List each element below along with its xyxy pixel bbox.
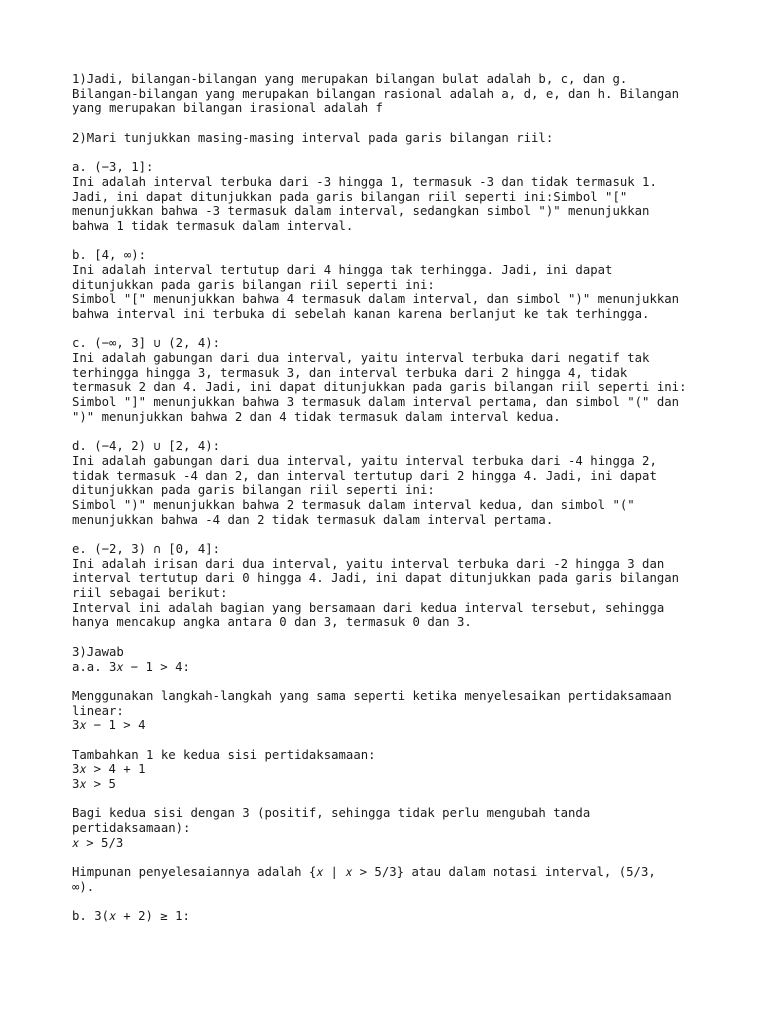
text-line: ditunjukkan pada garis bilangan riil seperti ini: [72,277,435,292]
text-line: ")" menunjukkan bahwa 2 dan 4 tidak termasuk dalam interval kedua. [72,409,561,424]
paragraph [72,748,696,792]
text-line: 3𝑥 > 5 [72,777,116,791]
text-line: 𝑥 > 5/3 [72,835,124,850]
text-line: ∞). [72,879,95,894]
document-body [72,72,696,939]
text-line: linear: [72,703,124,718]
text-line: d. (−4, 2) ∪ [2, 4): [72,439,221,454]
paragraph [72,645,696,674]
paragraph [72,806,696,850]
paragraph [72,336,696,424]
text-line: ditunjukkan pada garis bilangan riil seperti ini: [72,483,435,498]
text-line: Simbol "]" menunjukkan bahwa 3 termasuk dalam interval pertama, dan simbol "(" dan [72,395,680,410]
text-line: Bilangan-bilangan yang merupakan bilangan rasional adalah a, d, e, dan h. Bilangan [72,86,680,101]
paragraph [72,248,696,321]
paragraph [72,131,696,146]
text-line: menunjukkan bahwa -3 termasuk dalam interval, sedangkan simbol ")" menunjukkan [72,204,650,219]
paragraph [72,439,696,527]
text-line: Ini adalah gabungan dari dua interval, yaitu interval terbuka dari -4 hingga 2, [72,453,657,468]
text-line: terhingga hingga 3, termasuk 3, dan interval terbuka dari 2 hingga 4, tidak [72,365,628,380]
text-line: 2)Mari tunjukkan masing-masing interval pada garis bilangan riil: [72,130,554,145]
text-line: 3)Jawab [72,644,124,659]
text-line: e. (−2, 3) ∩ [0, 4]: [72,542,221,556]
text-line: a. (−3, 1]: [72,160,154,175]
text-line: Menggunakan langkah-langkah yang sama seperti ketika menyelesaikan pertidaksamaan [72,688,672,703]
text-line: riil sebagai berikut: [72,586,228,601]
paragraph [72,909,696,924]
paragraph [72,160,696,233]
text-line: Himpunan penyelesaiannya adalah {𝑥 ∣ 𝑥 > 5/3} atau dalam notasi interval, (5/3, [72,865,656,880]
text-line: Jadi, ini dapat ditunjukkan pada garis bilangan riil seperti ini:Simbol "[" [72,189,628,204]
text-line: hanya mencakup angka antara 0 dan 3, termasuk 0 dan 3. [72,615,472,630]
text-line: 3𝑥 > 4 + 1 [72,762,146,777]
paragraph [72,72,696,116]
text-line: Ini adalah interval tertutup dari 4 hingga tak terhingga. Jadi, ini dapat [72,262,613,277]
text-line: 3𝑥 − 1 > 4 [72,718,146,733]
text-line: tidak termasuk -4 dan 2, dan interval tertutup dari 2 hingga 4. Jadi, ini dapat [72,468,657,483]
paragraph [72,689,696,733]
text-line: Simbol "[" menunjukkan bahwa 4 termasuk dalam interval, dan simbol ")" menunjukkan [72,292,680,307]
text-line: interval tertutup dari 0 hingga 4. Jadi, ini dapat ditunjukkan pada garis bilangan [72,571,680,586]
text-line: Simbol ")" menunjukkan bahwa 2 termasuk dalam interval kedua, dan simbol "(" [72,497,635,512]
text-line: pertidaksamaan): [72,821,191,836]
text-line: Ini adalah interval terbuka dari -3 hingga 1, termasuk -3 dan tidak termasuk 1. [72,174,657,189]
text-line: b. [4, ∞): [72,248,147,263]
text-line: Ini adalah irisan dari dua interval, yaitu interval terbuka dari -2 hingga 3 dan [72,556,665,571]
text-line: c. (−∞, 3] ∪ (2, 4): [72,336,221,351]
text-line: termasuk 2 dan 4. Jadi, ini dapat ditunjukkan pada garis bilangan riil seperti ini: [72,380,687,395]
text-line: yang merupakan bilangan irasional adalah f [72,101,383,116]
paragraph [72,865,696,894]
text-line: Bagi kedua sisi dengan 3 (positif, sehingga tidak perlu mengubah tanda [72,806,591,821]
paragraph [72,542,696,630]
text-line: 1)Jadi, bilangan-bilangan yang merupakan bilangan bulat adalah b, c, dan g. [72,72,628,86]
text-line: a.a. 3𝑥 − 1 > 4: [72,659,190,674]
text-line: Interval ini adalah bagian yang bersamaan dari kedua interval tersebut, sehingga [72,600,665,615]
text-line: b. 3(𝑥 + 2) ≥ 1: [72,909,190,924]
text-line: menunjukkan bahwa -4 dan 2 tidak termasuk dalam interval pertama. [72,512,554,527]
text-line: bahwa 1 tidak termasuk dalam interval. [72,218,354,233]
text-line: Tambahkan 1 ke kedua sisi pertidaksamaan: [72,747,376,762]
text-line: Ini adalah gabungan dari dua interval, yaitu interval terbuka dari negatif tak [72,351,650,366]
text-line: bahwa interval ini terbuka di sebelah kanan karena berlanjut ke tak terhingga. [72,307,650,321]
